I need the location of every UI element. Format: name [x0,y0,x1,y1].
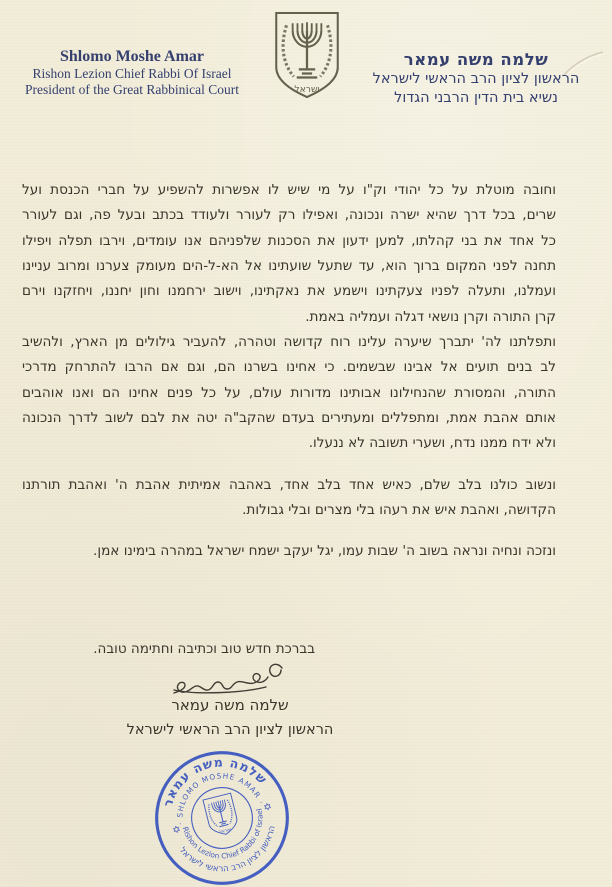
body-line: ונזכה ונחיה ונראה בשוב ה' שבות עמו, יגל יעקב ישמח ישראל במהרה בימינו אמן. [93,543,556,560]
stamp-star-of-david-left-icon: ✡ [171,824,183,837]
closing-blessing: בברכת חדש טוב וכתיבה וחתימה טובה. [93,641,315,657]
letterhead-hebrew-title2: נשיא בית הדין הרבני הגדול [394,90,558,106]
body-line: הקדושה, ואהבת איש את רעהו בלי מצרים ובלי גבולות. [242,502,556,519]
stamp-english-bottom-text: Rishon Lezion Chief Rabbi of Israel [180,807,265,861]
letterhead-english-name: Shlomo Moshe Amar [60,48,204,65]
stamp-emblem-icon [203,793,240,838]
paragraph [22,178,556,330]
body-line: כל אחד את בני קהלתו, למען ידעון את הסכנות שלפניהם אנו עומדים, וירבו תפלה ויפילו [22,232,556,249]
body-line: ולא ידח ממנו נדח, ושערי תשובה לא ננעלו. [308,435,556,452]
signature-title: הראשון לציון הרב הראשי לישראל [126,722,334,738]
paragraph [22,539,556,564]
body-line: ותפלתנו לה' יתברך שיערה עלינו רוח קדושה וטהרה, להעביר גילולים מן הארץ, ולהשיב [22,334,556,351]
israel-state-emblem-icon [266,9,348,101]
letterhead-hebrew-title1: הראשון לציון הרב הראשי לישראל [372,71,580,87]
stamp-english-top-text: · SHLOMO MOSHE AMAR · [175,771,267,826]
handwritten-signature [158,658,293,698]
body-line: ונשוב כולנו בלב שלם, כאיש אחד בלב אחד, באהבה אמיתית אהבת ה' ואהבת תורתנו [22,476,556,493]
body-line: קרן התורה וקרן נושאי דגלה ועמליה באמת. [305,308,556,325]
body-text [22,178,556,565]
paragraph [22,330,556,457]
body-line: אותם אהבת אמת, ומתפללים ומעתירים בעדם שהקב"ה יטה את לבם לשוב לדרך הנכונה [22,410,556,427]
letterhead-hebrew-name: שלמה משה עמאר [403,50,549,69]
letterhead-english-title2: President of the Great Rabbinical Court [24,81,240,97]
stamp-hebrew-bottom-text: הראשון לציון הרב הראשי לישראל [176,824,278,875]
stamp-hebrew-top-text: שלמה משה עמאר [159,754,271,809]
rabbi-stamp [138,734,305,887]
paragraph [22,473,556,524]
body-line: ועמלנו, ותעלה לפניו צעקתינו וישמע את נאקתינו, וישוב ירחמנו וחון יחננו, ויחזקנו וירם [22,283,556,300]
body-line: שרים, בכל דרך שהיא ישרה ונכונה, ואפילו רק לעורר ולעודד בכתב ובעל פה, וגם לעורר [22,207,556,224]
body-line: תחנה לפני המקום ברוך הוא, עד שתעל שועתינו אל הא-ל-הים מעומק צערנו ומרוב עניינו [22,258,556,275]
body-line: לב בנים תועים אל אבינו שבשמים. כי אחינו בשרנו הם, וגם אם הרבו להתרחק מדרכי [22,359,556,376]
letterhead-english [6,47,258,97]
letterhead-hebrew [346,50,606,108]
stamp-star-of-david-right-icon: ✡ [262,801,274,815]
signature-name: שלמה משה עמאר [171,696,289,714]
letterhead-english-title1: Rishon Lezion Chief Rabbi Of Israel [32,66,232,81]
body-line: וחובה מוטלת על כל יהודי וק"ו על מי שיש לו אפשרות להשפיע על חברי הכנסת ועל [22,182,556,198]
body-line: התורה, והמסורת שהנחילונו אבותינו מדורות עולם, על כל פנים אחינו הם ואנו אוהבים [22,384,556,401]
